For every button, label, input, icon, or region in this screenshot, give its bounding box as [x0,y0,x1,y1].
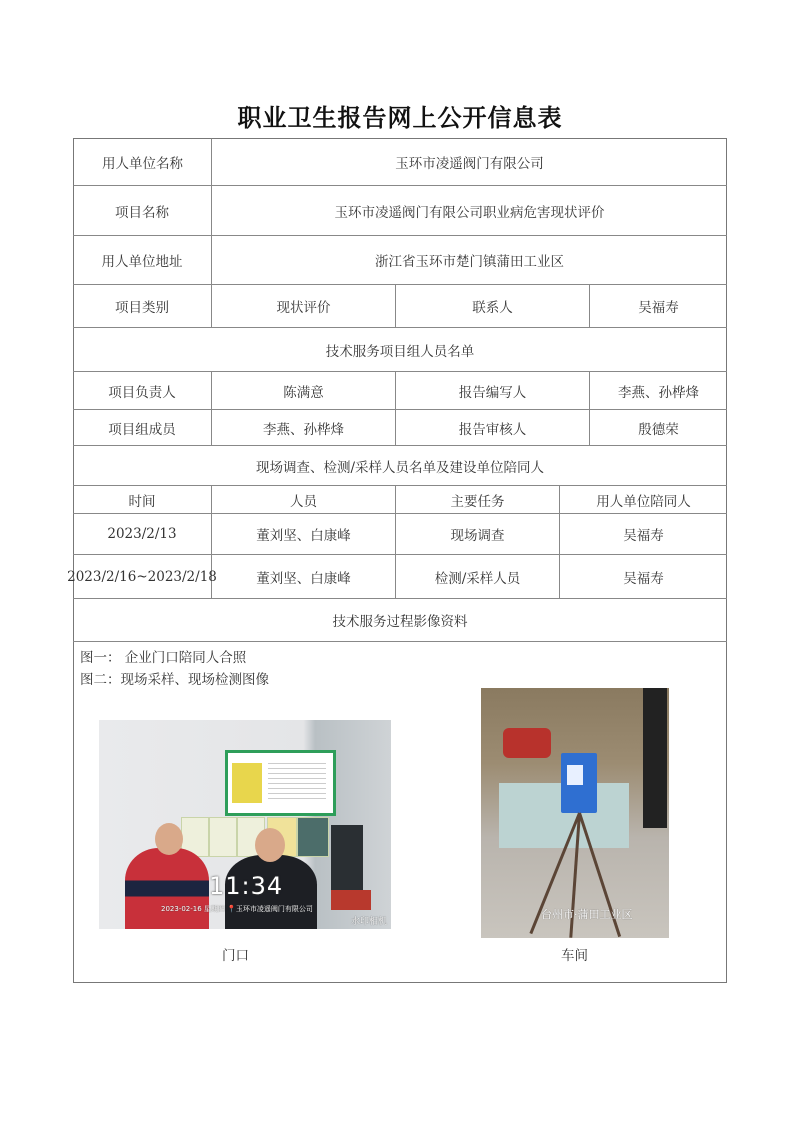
caption-figure-1: 图一： 企业门口陪同人合照 [80,650,247,666]
project-name-value: 玉环市凌遥阀门有限公司职业病危害现状评价 [212,186,727,236]
contact-value: 吴福寿 [590,285,727,328]
project-type-value: 现状评价 [212,285,396,328]
writer-value: 李燕、孙桦烽 [590,372,727,410]
contact-label: 联系人 [396,285,590,328]
sampling-device [561,753,597,813]
image-captions [80,647,269,691]
field-work-section-title: 现场调查、检测/采样人员名单及建设单位陪同人 [73,446,727,486]
watermark-info: 2023-02-16 星期四 📍玉环市凌遥阀门有限公司 [161,905,313,913]
poster [209,817,237,857]
header-personnel: 人员 [212,486,396,514]
project-type-label: 项目类别 [73,285,212,328]
row1-time: 2023/2/13 [73,514,212,555]
document-title: 职业卫生报告网上公开信息表 [237,104,563,132]
person-left [125,848,209,929]
members-label: 项目组成员 [73,410,212,446]
images-section-title: 技术服务过程影像资料 [73,599,727,642]
watermark-time: 11:34 [209,872,284,900]
row2-task: 检测/采样人员 [396,555,560,599]
employer-name-label: 用人单位名称 [73,138,212,186]
row2-time: 2023/2/16~2023/2/18 [73,555,212,599]
workshop-sampling-photo [481,688,669,938]
watermark-brand: 水印相机 [350,917,387,927]
row2-accompanying: 吴福寿 [560,555,727,599]
reviewer-label: 报告审核人 [396,410,590,446]
header-main-task: 主要任务 [396,486,560,514]
photo-1-label: 门口 [222,948,249,964]
team-section-title: 技术服务项目组人员名单 [73,328,727,372]
leader-label: 项目负责人 [73,372,212,410]
header-time: 时间 [73,486,212,514]
row2-personnel: 董刘坚、白康峰 [212,555,396,599]
project-name-label: 项目名称 [73,186,212,236]
entrance-group-photo [99,720,391,929]
header-accompanying: 用人单位陪同人 [560,486,727,514]
band-saw [503,728,551,758]
poster [297,817,329,857]
photo-2-label: 车间 [561,948,588,964]
employer-address-value: 浙江省玉环市楚门镇蒲田工业区 [212,236,727,285]
watermark-location: 台州市·蒲田工业区 [541,908,633,921]
worker [643,688,667,828]
row1-accompanying: 吴福寿 [560,514,727,555]
reviewer-value: 殷德荣 [590,410,727,446]
caption-figure-2: 图二：现场采样、现场检测图像 [80,672,269,688]
leader-value: 陈满意 [212,372,396,410]
members-value: 李燕、孙桦烽 [212,410,396,446]
writer-label: 报告编写人 [396,372,590,410]
employer-name-value: 玉环市凌遥阀门有限公司 [212,138,727,186]
employer-address-label: 用人单位地址 [73,236,212,285]
row1-personnel: 董刘坚、白康峰 [212,514,396,555]
notice-board [225,750,336,816]
row1-task: 现场调查 [396,514,560,555]
